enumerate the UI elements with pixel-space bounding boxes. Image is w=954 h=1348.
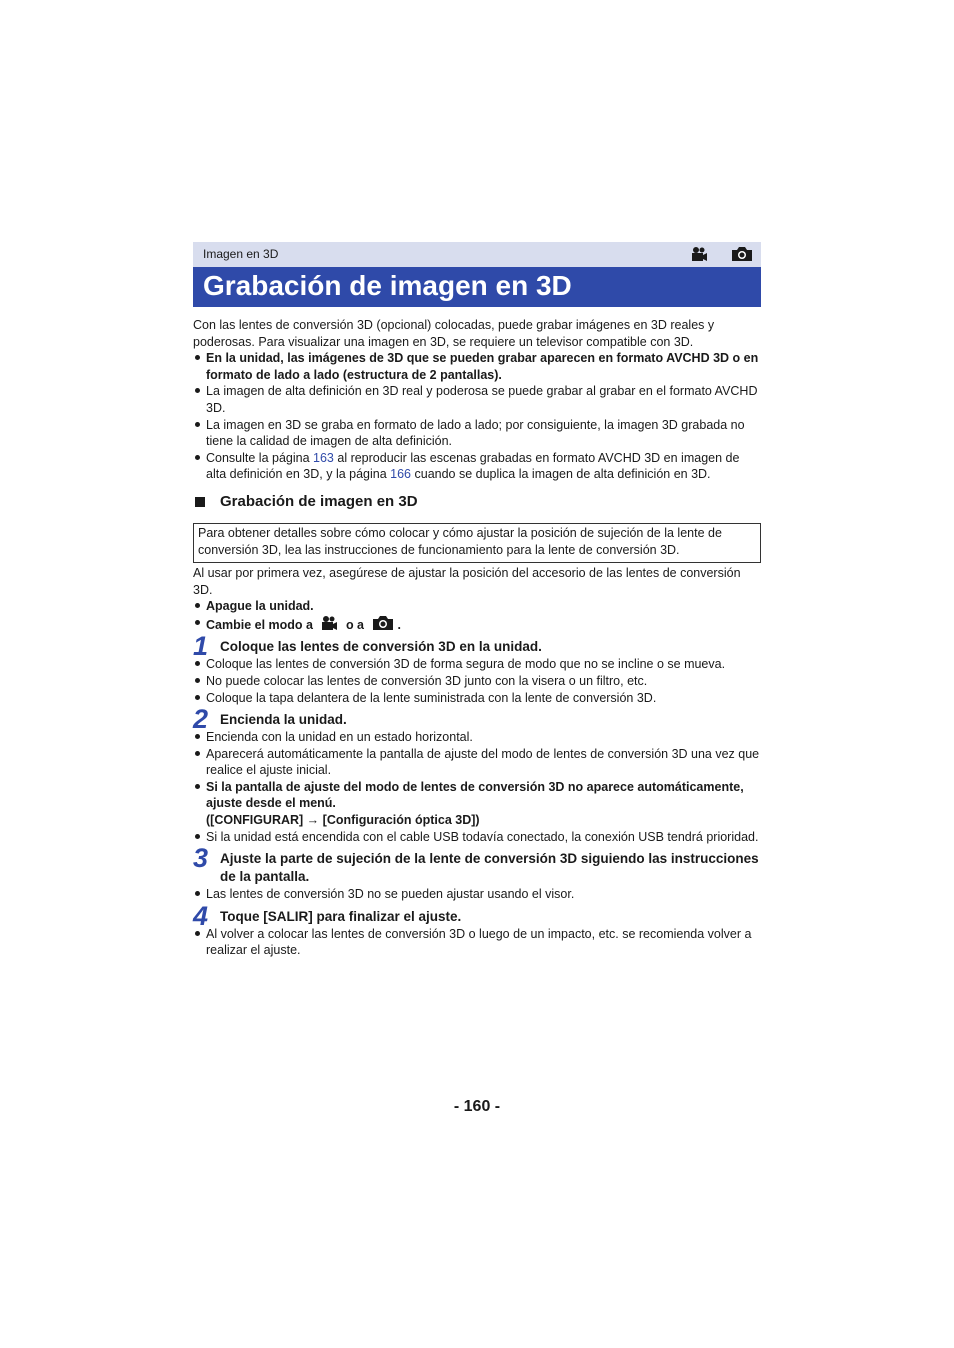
page-content [193, 242, 761, 959]
step-bullets [193, 926, 761, 959]
list-item: Aparecerá automáticamente la pantalla de ajuste del modo de lentes de conversión 3D una vez que realice el ajuste inicial. [193, 746, 761, 779]
list-item: Apague la unidad. [193, 598, 761, 615]
square-bullet-icon [195, 497, 205, 507]
text-segment: Consulte la página [206, 450, 314, 465]
step-number: 4 [193, 900, 209, 931]
preparation-section [193, 565, 761, 633]
list-item [193, 615, 761, 634]
intro-section [193, 317, 761, 483]
text-segment: Cambie el modo a [206, 617, 313, 632]
step-title: Coloque las lentes de conversión 3D en la unidad. [220, 639, 542, 655]
page-link-163[interactable]: 163 [313, 450, 334, 465]
menu-path: ([CONFIGURAR] → [Configuración óptica 3D]) [206, 813, 480, 828]
step-4 [193, 900, 761, 959]
list-item: Coloque las lentes de conversión 3D de forma segura de modo que no se incline o se mueva. [193, 656, 761, 673]
step-3 [193, 843, 761, 903]
list-item: Encienda con la unidad en un estado horizontal. [193, 729, 761, 746]
list-item: En la unidad, las imágenes de 3D que se pueden grabar aparecen en formato AVCHD 3D o en formato de lado a lado (estructura de 2 pantallas). [193, 350, 761, 383]
list-item: Si la unidad está encendida con el cable USB todavía conectado, la conexión USB tendrá prioridad. [193, 829, 761, 846]
step-title: Encienda la unidad. [220, 712, 347, 728]
page-title: Grabación de imagen en 3D [193, 267, 761, 307]
list-item [193, 779, 761, 829]
list-item: Al volver a colocar las lentes de conversión 3D o luego de un impacto, etc. se recomienda volver a realizar el ajuste. [193, 926, 761, 959]
step-number: 3 [193, 843, 209, 874]
text-segment: cuando se duplica la imagen de alta definición en 3D. [411, 467, 711, 482]
step-bullets [193, 886, 761, 903]
photo-camera-icon [372, 615, 394, 631]
text-segment: o a [345, 617, 365, 632]
step-bullets [193, 729, 761, 845]
step-number: 1 [193, 631, 209, 662]
video-camera-icon [690, 246, 708, 262]
step-title: Ajuste la parte de sujeción de la lente de conversión 3D siguiendo las instrucciones de la pantalla. [220, 851, 759, 885]
list-item: Las lentes de conversión 3D no se pueden ajustar usando el visor. [193, 886, 761, 903]
preparation-text: Al usar por primera vez, asegúrese de ajustar la posición del accesorio de las lentes de conversión 3D. [193, 565, 741, 597]
section-heading [193, 492, 761, 512]
mode-icons [670, 246, 753, 264]
section-heading-text: Grabación de imagen en 3D [220, 492, 418, 510]
breadcrumb: Imagen en 3D [203, 247, 279, 261]
text-segment: Si la pantalla de ajuste del modo de lentes de conversión 3D no aparece automáticamente, ajuste desde el menú. [206, 779, 744, 811]
intro-paragraph: Con las lentes de conversión 3D (opcional) colocadas, puede grabar imágenes en 3D reales y poderosas. Para visualizar una imagen en 3D, se requiere un televisor compatible con 3D. [193, 318, 715, 349]
list-item: La imagen en 3D se graba en formato de lado a lado; por consiguiente, la imagen 3D grabada no tiene la calidad de imagen de alta definición. [193, 417, 761, 450]
page-number: - 160 - [453, 1098, 501, 1115]
video-camera-icon [320, 615, 338, 631]
breadcrumb-bar [193, 242, 761, 267]
list-item: La imagen de alta definición en 3D real y poderosa se puede grabar al grabar en el formato AVCHD 3D. [193, 383, 761, 416]
step-2 [193, 704, 761, 845]
step-bullets [193, 656, 761, 706]
step-title: Toque [SALIR] para finalizar el ajuste. [220, 908, 462, 924]
preparation-bullets [193, 598, 761, 633]
text-segment: . [397, 617, 401, 632]
list-item [193, 450, 761, 483]
note-box: Para obtener detalles sobre cómo colocar y cómo ajustar la posición de sujeción de la lente de conversión 3D, lea las instrucciones de funcionamiento para la lente de conversión 3D. [193, 523, 761, 563]
list-item: No puede colocar las lentes de conversión 3D junto con la visera o un filtro, etc. [193, 673, 761, 690]
page-link-166[interactable]: 166 [390, 467, 412, 482]
text-segment: al reproducir las escenas grabadas en formato AVCHD 3D en imagen de alta definición en 3D, y la página [206, 450, 740, 482]
step-1 [193, 631, 761, 706]
intro-bullets [193, 350, 761, 483]
list-item: Coloque la tapa delantera de la lente suministrada con la lente de conversión 3D. [193, 690, 761, 707]
photo-camera-icon [731, 246, 753, 262]
step-number: 2 [193, 704, 209, 735]
